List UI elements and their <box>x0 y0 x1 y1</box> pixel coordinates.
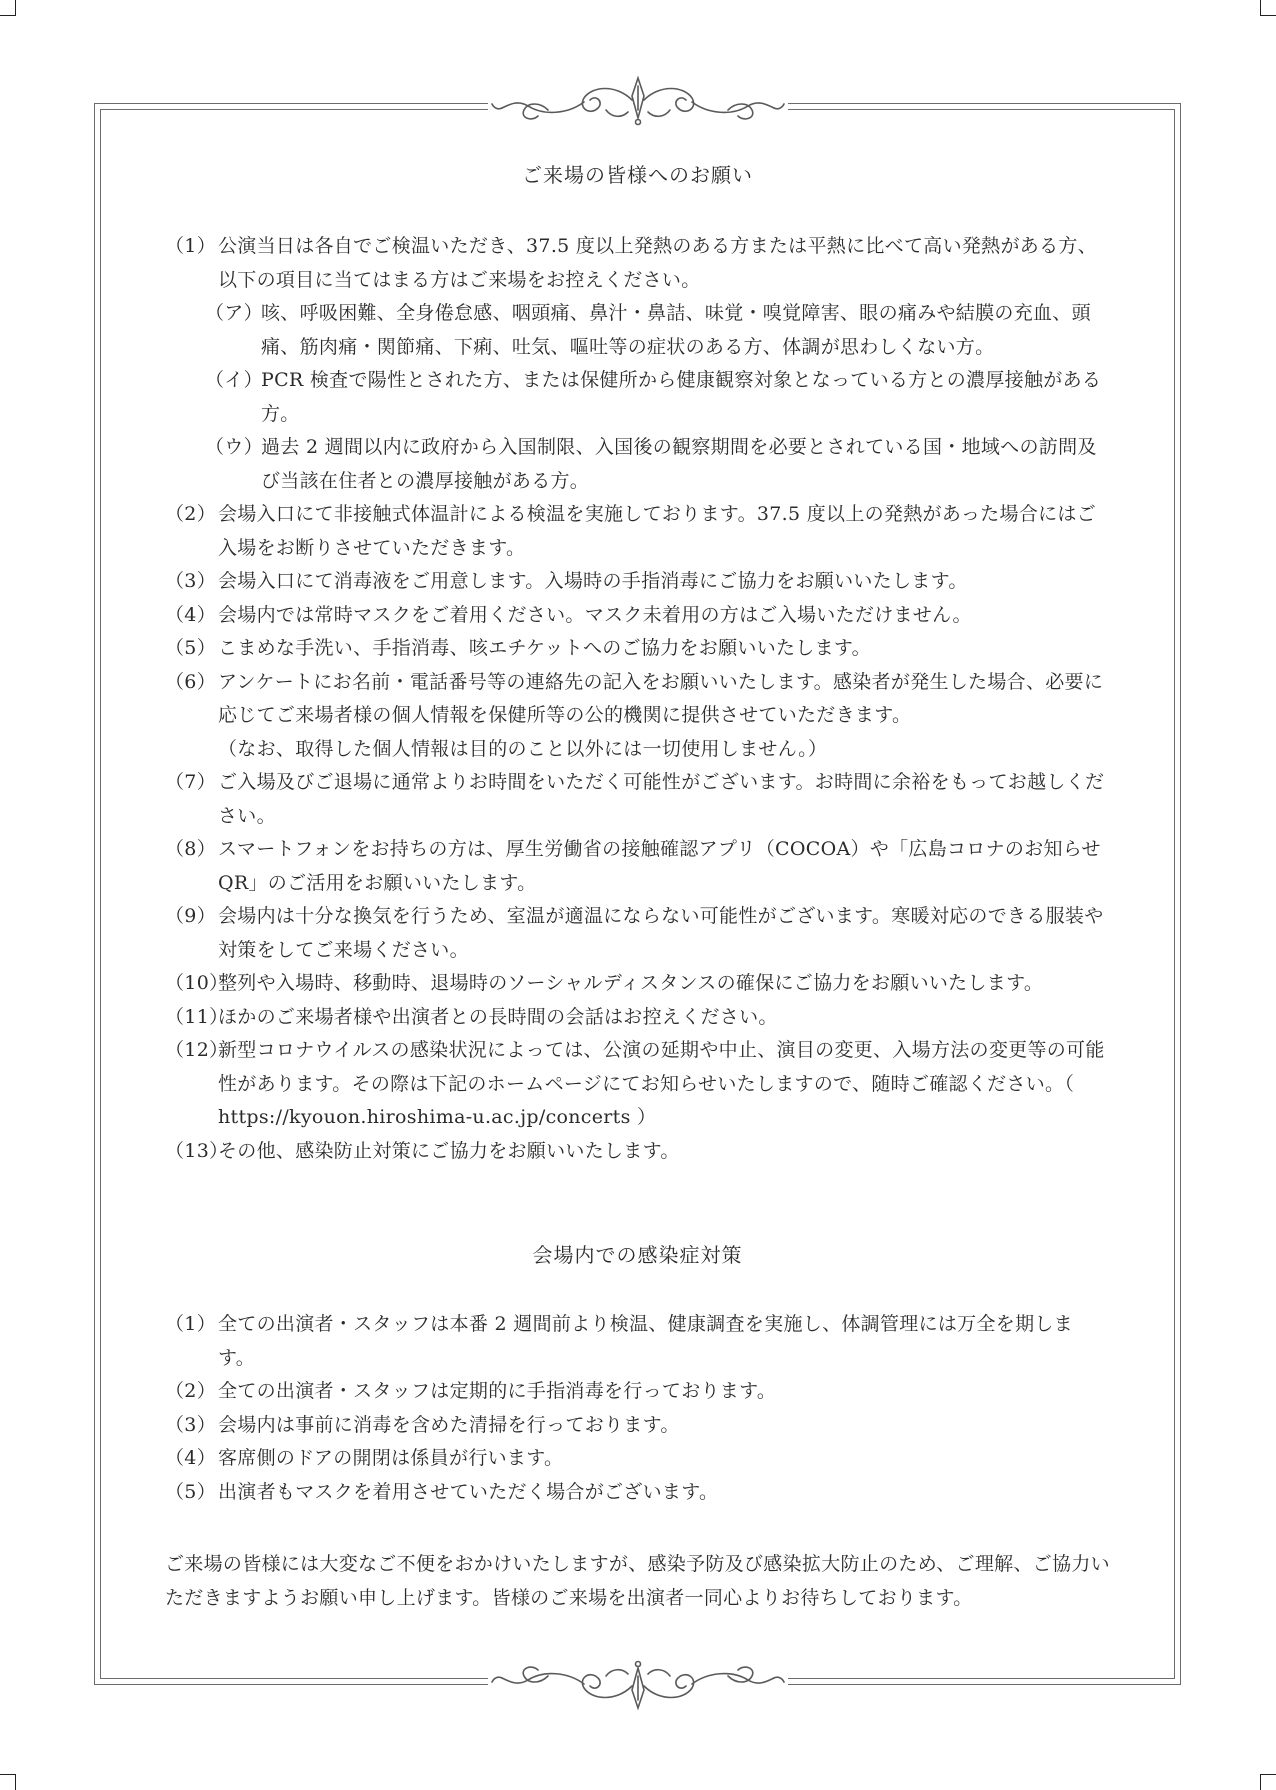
item-number: （5） <box>165 1480 216 1503</box>
subitem-text: 咳、呼吸困難、全身倦怠感、咽頭痛、鼻汁・鼻詰、味覚・嗅覚障害、眼の痛みや結膜の充血、頭痛、筋肉痛・関節痛、下痢、吐気、嘔吐等の症状のある方、体調が思わしくない方。 <box>261 302 1091 358</box>
notice-content <box>165 158 1110 1615</box>
item-number: （12） <box>165 1039 229 1061</box>
subitem-text: 過去 2 週間以内に政府から入国制限、入国後の観察期間を必要とされている国・地域への訪問及び当該在住者との濃厚接触がある方。 <box>261 436 1097 492</box>
item-number: （5） <box>165 637 216 659</box>
measure-item-4 <box>165 1442 1110 1476</box>
item-number: （13） <box>165 1139 229 1162</box>
item-text: 会場内では常時マスクをご着用ください。マスク未着用の方はご入場いただけません。 <box>218 603 972 626</box>
request-item-11 <box>165 1001 1110 1035</box>
item-number: （1） <box>165 1313 216 1335</box>
request-item-7 <box>165 766 1110 833</box>
crop-mark-top-right-v <box>1260 0 1261 16</box>
item-text: 会場内は十分な換気を行うため、室温が適温にならない可能性がございます。寒暖対応のできる服装や対策をしてご来場ください。 <box>218 905 1104 961</box>
measure-item-5 <box>165 1476 1110 1510</box>
request-item-6 <box>165 666 1110 767</box>
privacy-note: （なお、取得した個人情報は目的のこと以外には一切使用しません。） <box>218 737 828 760</box>
item-text: 公演当日は各自でご検温いただき、37.5 度以上発熱のある方または平熱に比べて高い発熱がある方、以下の項目に当てはまる方はご来場をお控えください。 <box>218 235 1097 291</box>
subitem-a <box>165 297 1110 364</box>
item-text: 会場内は事前に消毒を含めた清掃を行っております。 <box>218 1413 680 1436</box>
item-text: アンケートにお名前・電話番号等の連絡先の記入をお願いいたします。感染者が発生した場合、必要に応じてご来場者様の個人情報を保健所等の公的機関に提供させていただきます。 <box>218 670 1104 726</box>
request-item-4 <box>165 599 1110 633</box>
crop-mark-top-right-h <box>1260 15 1276 16</box>
measure-item-3 <box>165 1409 1110 1443</box>
request-item-12 <box>165 1034 1110 1135</box>
request-list <box>165 230 1110 1168</box>
closing-message: ご来場の皆様には大変なご不便をおかけいたしますが、感染予防及び感染拡大防止のため、ご理解、ご協力いただきますようお願い申し上げます。皆様のご来場を出演者一同心よりお待ちしております。 <box>165 1553 1110 1609</box>
subitem-text: PCR 検査で陽性とされた方、または保健所から健康観察対象となっている方との濃厚接触がある方。 <box>261 369 1102 425</box>
crop-mark-top-left-h <box>0 15 16 16</box>
item-number: （8） <box>165 838 216 860</box>
item-number: （4） <box>165 1447 216 1469</box>
item-text: 全ての出演者・スタッフは定期的に手指消毒を行っております。 <box>218 1380 777 1402</box>
item-number: （11） <box>165 1005 229 1028</box>
item-number: （3） <box>165 1413 216 1436</box>
item-number: （10） <box>165 972 229 994</box>
crop-mark-bottom-right-h <box>1260 1774 1276 1775</box>
item-text: こまめな手洗い、手指消毒、咳エチケットへのご協力をお願いいたします。 <box>218 637 871 659</box>
item-number: （7） <box>165 771 216 793</box>
subitem-u <box>165 431 1110 498</box>
crop-mark-bottom-right-v <box>1260 1774 1261 1790</box>
item-text: その他、感染防止対策にご協力をお願いいたします。 <box>218 1139 680 1162</box>
request-item-1 <box>165 230 1110 498</box>
item-number: （2） <box>165 1380 216 1402</box>
item-text: スマートフォンをお持ちの方は、厚生労働省の接触確認アプリ（COCOA）や「広島コロナのお知らせ QR」のご活用をお願いいたします。 <box>218 838 1101 894</box>
request-item-9 <box>165 900 1110 967</box>
measure-item-2 <box>165 1375 1110 1409</box>
request-item-13 <box>165 1135 1110 1169</box>
item-text: 会場入口にて非接触式体温計による検温を実施しております。37.5 度以上の発熱があった場合にはご入場をお断りさせていただきます。 <box>218 503 1097 559</box>
item-number: （2） <box>165 503 216 525</box>
top-ornament-icon <box>488 74 788 130</box>
subitem-number: （ウ） <box>205 436 263 458</box>
measures-list <box>165 1308 1110 1509</box>
crop-mark-bottom-left-v <box>15 1774 16 1790</box>
crop-mark-bottom-left-h <box>0 1774 16 1775</box>
request-item-10 <box>165 967 1110 1001</box>
item-number: （4） <box>165 603 216 626</box>
item-text: 整列や入場時、移動時、退場時のソーシャルディスタンスの確保にご協力をお願いいたします。 <box>218 972 1044 994</box>
subitem-number: （イ） <box>205 369 263 391</box>
request-item-5 <box>165 632 1110 666</box>
bottom-ornament-icon <box>488 1656 788 1712</box>
item-text: 出演者もマスクを着用させていただく場合がございます。 <box>218 1480 719 1503</box>
item-number: （1） <box>165 235 216 257</box>
request-item-3 <box>165 565 1110 599</box>
item-text: ご入場及びご退場に通常よりお時間をいただく可能性がございます。お時間に余裕をもってお越しください。 <box>218 771 1105 827</box>
item-text: ほかのご来場者様や出演者との長時間の会話はお控えください。 <box>218 1005 778 1028</box>
item-text: 全ての出演者・スタッフは本番 2 週間前より検温、健康調査を実施し、体調管理には万全を期します。 <box>218 1313 1073 1369</box>
item-text: 新型コロナウイルスの感染状況によっては、公演の延期や中止、演目の変更、入場方法の変更等の可能性があります。その際は下記のホームページにてお知らせいたしますので、随時ご確認ください。（ https://kyouon.hiroshima-u.ac.jp/concerts ） <box>218 1039 1105 1128</box>
section1-title: ご来場の皆様へのお願い <box>522 163 753 187</box>
item-text: 会場入口にて消毒液をご用意します。入場時の手指消毒にご協力をお願いいたします。 <box>218 570 968 592</box>
item-number: （3） <box>165 570 216 592</box>
crop-mark-top-left-v <box>15 0 16 16</box>
request-item-8 <box>165 833 1110 900</box>
item-number: （9） <box>165 905 216 927</box>
measure-item-1 <box>165 1308 1110 1375</box>
item-text: 客席側のドアの開閉は係員が行います。 <box>218 1447 564 1469</box>
item-number: （6） <box>165 670 216 693</box>
subitem-i <box>165 364 1110 431</box>
subitem-number: （ア） <box>205 302 263 324</box>
request-item-2 <box>165 498 1110 565</box>
section2-title: 会場内での感染症対策 <box>532 1243 743 1267</box>
